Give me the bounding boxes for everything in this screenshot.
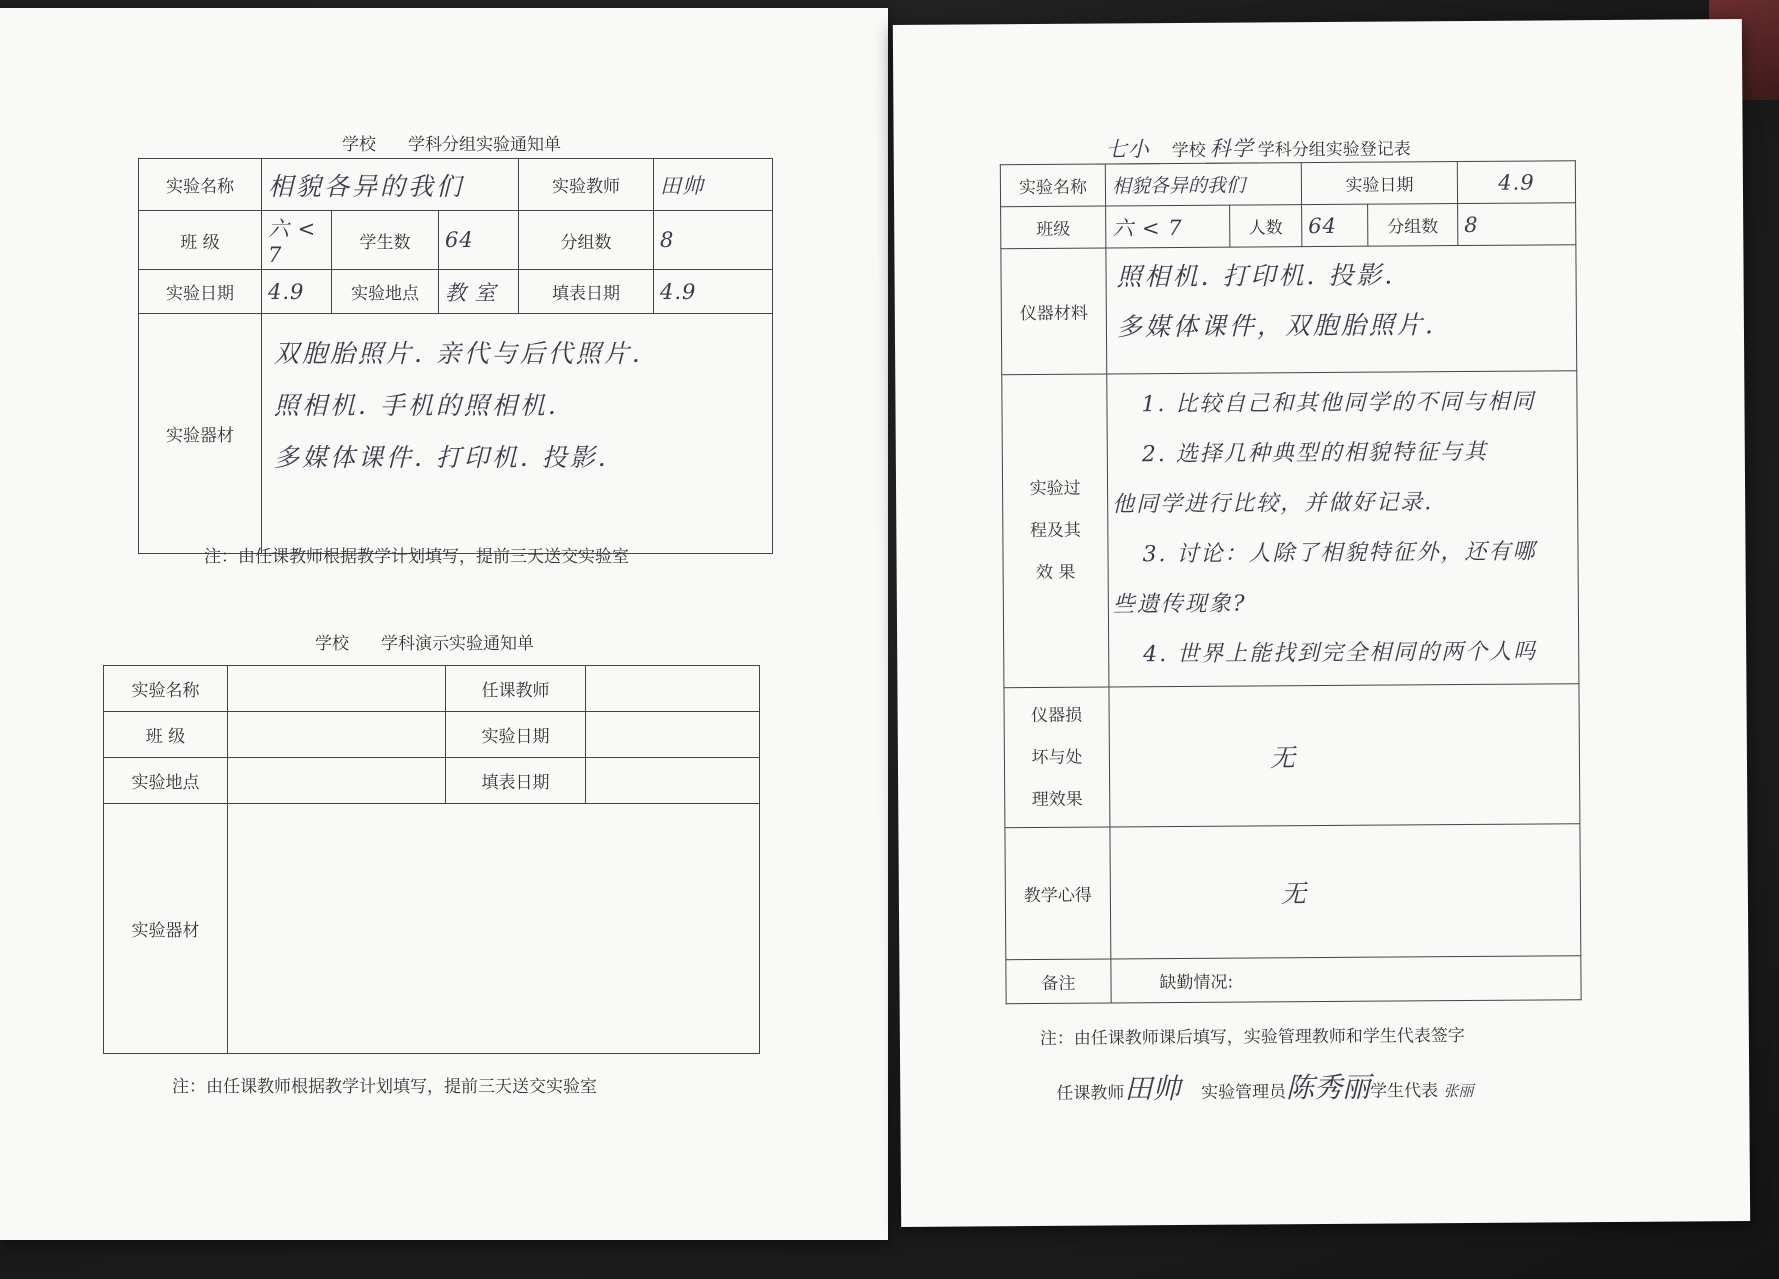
groups-label: 分组数 — [519, 211, 654, 270]
process-line: 3. 讨论：人除了相貌特征外，还有哪 — [1142, 539, 1537, 568]
damage-label — [1004, 687, 1110, 828]
fill-date-label: 填表日期 — [446, 758, 586, 804]
class-label: 班级 — [1001, 206, 1106, 249]
title-school: 学校 — [1171, 140, 1206, 162]
materials-line: 多媒体课件. 打印机. 投影. — [274, 443, 609, 472]
sign-admin-value: 陈秀丽 — [1285, 1070, 1371, 1105]
process-line: 2. 选择几种典型的相貌特征与其 — [1141, 439, 1488, 468]
left-paper — [0, 8, 888, 1240]
materials-value[interactable] — [228, 804, 760, 1054]
place-value: 教 室 — [445, 280, 497, 305]
teacher-value: 田帅 — [660, 173, 704, 198]
remark-label: 备注 — [1006, 959, 1111, 1004]
process-line: 1. 比较自己和其他同学的不同与相同 — [1141, 389, 1536, 418]
process-label — [1002, 374, 1109, 688]
materials-label: 仪器材料 — [1001, 248, 1107, 375]
date-value: 4.9 — [268, 279, 305, 304]
title-school: 学校 — [315, 634, 349, 654]
class-value: 六 < 7 — [1112, 215, 1183, 240]
fill-date-label: 填表日期 — [519, 270, 654, 314]
school-name: 七小 — [1096, 133, 1160, 164]
sign-admin-label: 实验管理员 — [1201, 1082, 1287, 1103]
class-label: 班 级 — [139, 211, 262, 270]
date-label: 实验日期 — [446, 712, 586, 758]
place-label: 实验地点 — [332, 270, 439, 314]
groups-value: 8 — [660, 228, 675, 252]
group-form-note: 注：由任课教师根据教学计划填写，提前三天送交实验室 — [204, 547, 629, 567]
damage-label-line: 坏与处 — [1031, 747, 1083, 768]
students-value: 64 — [445, 228, 474, 252]
process-line: 4. 世界上能找到完全相同的两个人吗 — [1143, 639, 1538, 668]
people-value: 64 — [1308, 213, 1338, 238]
demo-notice-table — [103, 665, 760, 1054]
absence-label: 缺勤情况: — [1159, 972, 1234, 994]
signature-row — [1056, 1065, 1474, 1108]
group-notice-table — [138, 158, 773, 554]
name-value: 相貌各异的我们 — [1111, 174, 1246, 198]
class-label: 班 级 — [104, 712, 228, 758]
place-value[interactable] — [228, 758, 446, 804]
insight-label: 教学心得 — [1005, 827, 1111, 960]
people-label: 人数 — [1230, 205, 1302, 248]
name-label: 实验名称 — [139, 159, 262, 211]
process-line: 他同学进行比较，并做好记录. — [1112, 490, 1434, 518]
fill-date-value[interactable] — [586, 758, 760, 804]
materials-label: 实验器材 — [104, 804, 228, 1054]
students-label: 学生数 — [332, 211, 439, 270]
title-text: 学科分组实验通知单 — [408, 135, 561, 155]
class-value: 六 < 7 — [268, 217, 317, 267]
process-label-line: 效 果 — [1035, 562, 1076, 583]
demo-form-note: 注：由任课教师根据教学计划填写，提前三天送交实验室 — [172, 1077, 597, 1097]
process-line: 些遗传现象? — [1112, 591, 1247, 618]
fill-date-value: 4.9 — [660, 279, 697, 304]
sign-student-label: 学生代表 — [1370, 1081, 1439, 1102]
teacher-value[interactable] — [586, 666, 760, 712]
date-value: 4.9 — [1498, 170, 1535, 195]
place-label: 实验地点 — [104, 758, 228, 804]
materials-line: 双胞胎照片. 亲代与后代照片. — [274, 339, 643, 368]
groups-label: 分组数 — [1368, 204, 1458, 247]
register-form-title — [1096, 131, 1411, 164]
damage-label-line: 仪器损 — [1031, 705, 1083, 726]
name-label: 实验名称 — [104, 666, 228, 712]
sign-teacher-value: 田帅 — [1124, 1071, 1181, 1106]
right-paper — [893, 19, 1750, 1227]
damage-label-line: 理效果 — [1031, 789, 1083, 810]
materials-line: 照相机. 打印机. 投影. — [1116, 260, 1396, 292]
process-label-line: 实验过 — [1029, 478, 1081, 500]
teacher-label: 任课教师 — [446, 666, 586, 712]
subject-name: 科学 — [1206, 132, 1258, 163]
sign-student-value: 张丽 — [1443, 1081, 1474, 1101]
group-form-title — [342, 130, 561, 155]
process-label-line: 程及其 — [1029, 520, 1081, 542]
title-text: 学科分组实验登记表 — [1257, 139, 1411, 161]
class-value[interactable] — [228, 712, 446, 758]
insight-value: 无 — [1280, 878, 1310, 908]
damage-value: 无 — [1269, 742, 1299, 772]
name-label: 实验名称 — [1000, 164, 1105, 207]
name-value: 相貌各异的我们 — [268, 171, 465, 201]
materials-line: 多媒体课件，双胞胎照片. — [1116, 310, 1436, 342]
title-text: 学科演示实验通知单 — [381, 634, 534, 654]
title-school: 学校 — [342, 135, 376, 155]
groups-value: 8 — [1464, 212, 1479, 237]
sign-teacher-label: 任课教师 — [1056, 1083, 1125, 1104]
materials-label: 实验器材 — [139, 314, 262, 554]
register-table — [1000, 160, 1582, 1004]
name-value[interactable] — [228, 666, 446, 712]
date-value[interactable] — [586, 712, 760, 758]
date-label: 实验日期 — [1301, 162, 1457, 205]
teacher-label: 实验教师 — [519, 159, 654, 211]
demo-form-title — [315, 629, 534, 654]
materials-line: 照相机. 手机的照相机. — [274, 391, 559, 420]
date-label: 实验日期 — [139, 270, 262, 314]
register-note: 注：由任课教师课后填写，实验管理教师和学生代表签字 — [1039, 1026, 1465, 1049]
